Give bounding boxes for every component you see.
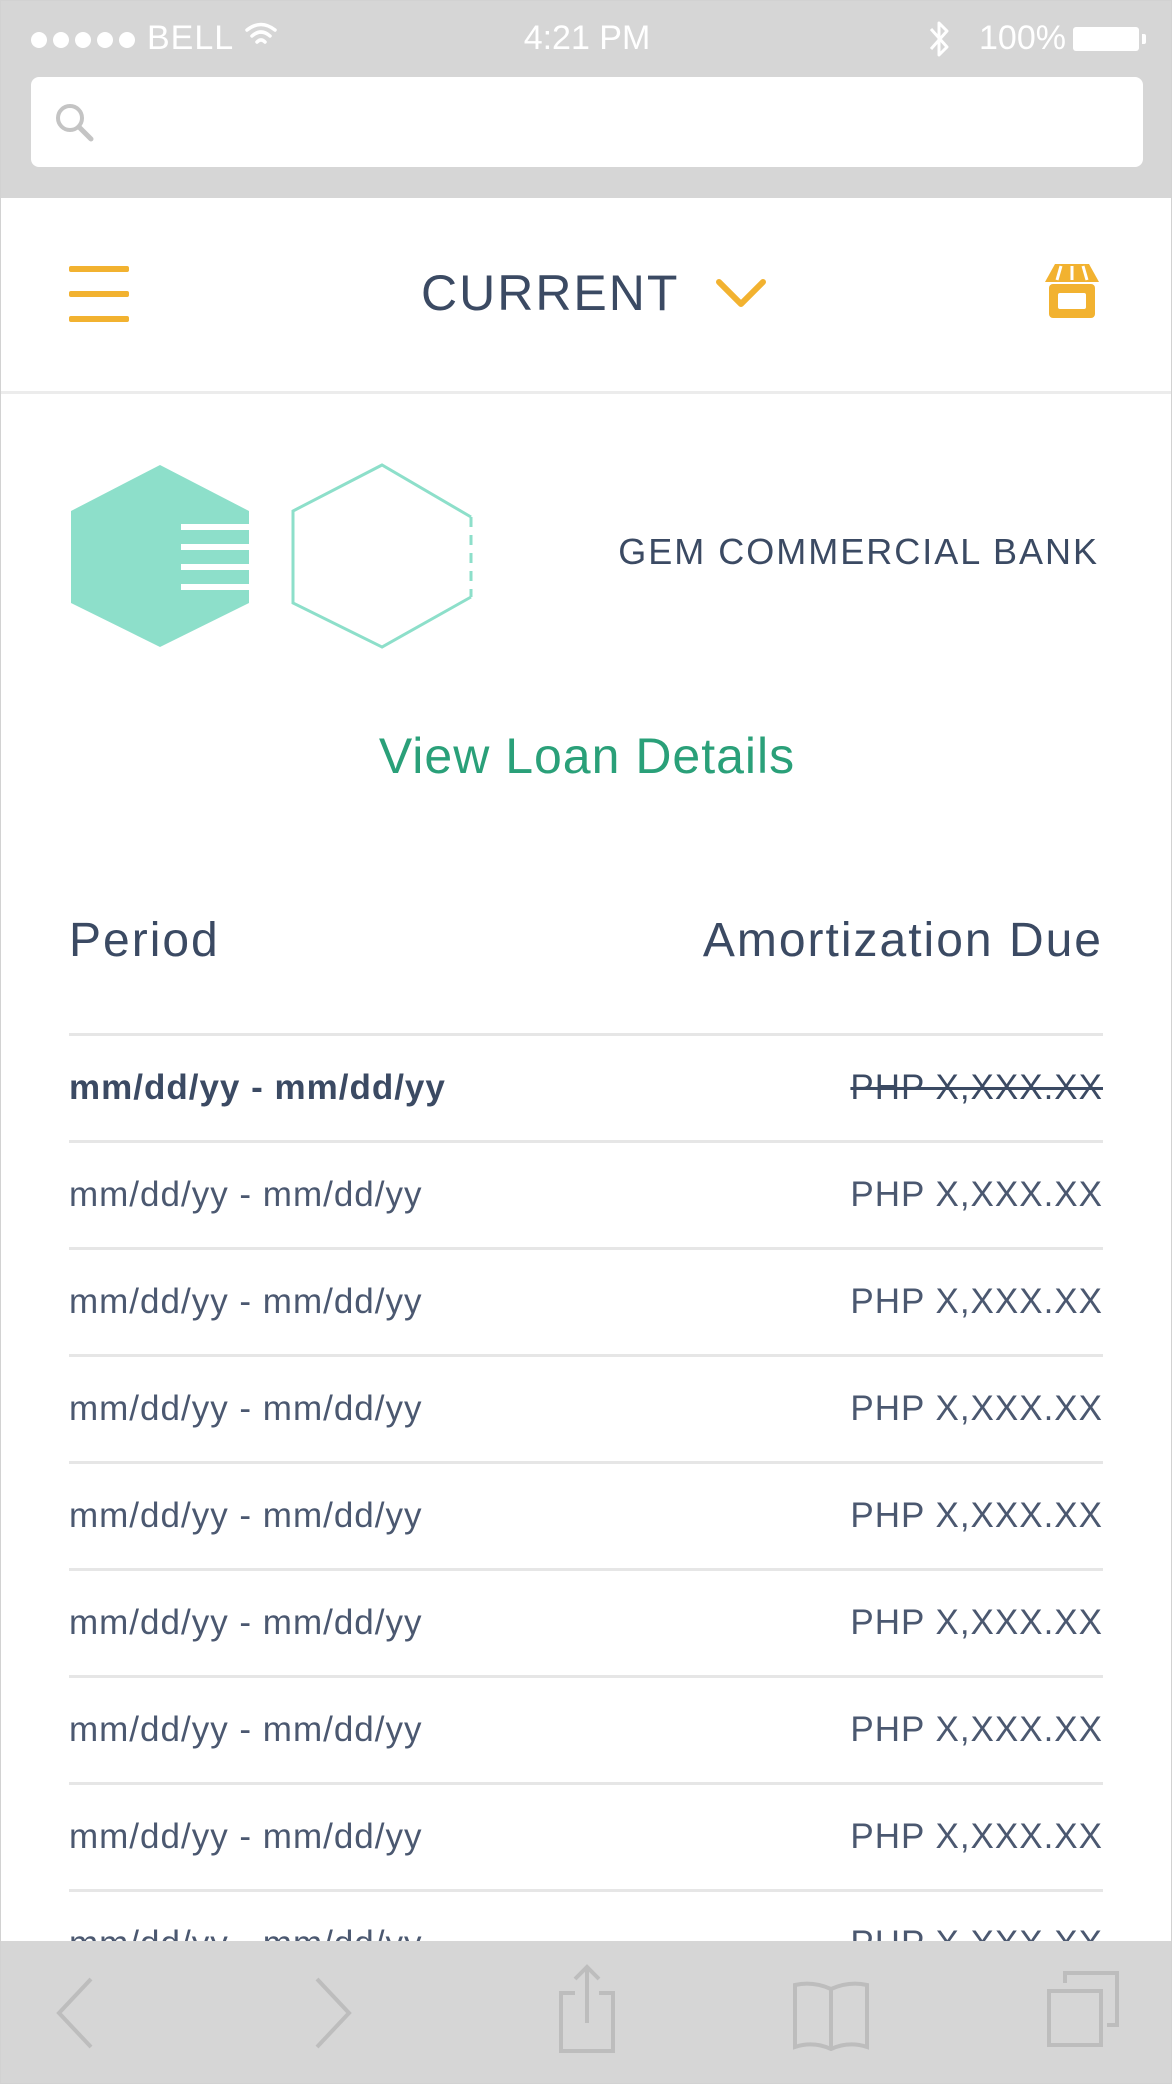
battery-percentage: 100% — [979, 19, 1066, 57]
period-cell: mm/dd/yy - mm/dd/yy — [69, 1068, 446, 1107]
period-cell: mm/dd/yy - mm/dd/yy — [69, 1603, 423, 1642]
browser-top-bar — [1, 1, 1172, 198]
period-column-header: Period — [69, 914, 220, 967]
view-loan-details-link[interactable]: View Loan Details — [378, 728, 796, 784]
amount-cell: PHP X,XXX.XX — [850, 1175, 1103, 1214]
amount-cell: PHP X,XXX.XX — [850, 1389, 1103, 1428]
amount-cell: PHP X,XXX.XX — [850, 1496, 1103, 1535]
table-row[interactable] — [69, 1464, 1103, 1571]
url-bar[interactable] — [31, 77, 1143, 167]
share-icon[interactable] — [557, 1963, 617, 2055]
battery-icon — [1073, 27, 1139, 51]
carrier-name: BELL — [147, 19, 235, 57]
store-icon[interactable] — [1041, 260, 1103, 322]
loan-status-dropdown[interactable] — [421, 258, 767, 328]
period-cell: mm/dd/yy - mm/dd/yy — [69, 1175, 423, 1214]
tabs-icon[interactable] — [1045, 1969, 1121, 2049]
period-cell: mm/dd/yy - mm/dd/yy — [69, 1817, 423, 1856]
table-row[interactable] — [69, 1036, 1103, 1143]
period-cell: mm/dd/yy - mm/dd/yy — [69, 1496, 423, 1535]
table-row[interactable] — [69, 1678, 1103, 1785]
search-icon — [51, 99, 99, 147]
bank-name: GEM COMMERCIAL BANK — [618, 531, 1099, 572]
table-row[interactable] — [69, 1785, 1103, 1892]
status-time: 4:21 PM — [523, 19, 651, 57]
amount-cell: PHP X,XXX.XX — [850, 1603, 1103, 1642]
menu-button[interactable] — [69, 266, 129, 322]
filter-label: CURRENT — [421, 265, 680, 321]
back-icon[interactable] — [53, 1975, 97, 2051]
amount-cell: PHP X,XXX.XX — [850, 1710, 1103, 1749]
period-cell: mm/dd/yy - mm/dd/yy — [69, 1710, 423, 1749]
chevron-down-icon — [715, 278, 767, 308]
status-bar — [1, 1, 1172, 77]
amount-cell: PHP X,XXX.XX — [850, 1068, 1103, 1107]
bank-logo-hexagon — [69, 463, 251, 649]
table-row[interactable] — [69, 1571, 1103, 1678]
url-input[interactable] — [111, 95, 1125, 151]
forward-icon[interactable] — [311, 1975, 355, 2051]
amount-column-header: Amortization Due — [702, 914, 1103, 967]
table-row[interactable] — [69, 1357, 1103, 1464]
bookmarks-icon[interactable] — [791, 1979, 871, 2051]
amount-cell: PHP X,XXX.XX — [850, 1817, 1103, 1856]
amortization-table — [69, 899, 1103, 1999]
empty-hexagon-icon — [291, 463, 473, 649]
amount-cell: PHP X,XXX.XX — [850, 1282, 1103, 1321]
table-row[interactable] — [69, 1250, 1103, 1357]
hamburger-menu-icon — [69, 266, 129, 272]
browser-toolbar — [1, 1941, 1172, 2084]
app-header — [1, 198, 1172, 394]
table-row[interactable] — [69, 1143, 1103, 1250]
table-header — [69, 899, 1103, 1036]
period-cell: mm/dd/yy - mm/dd/yy — [69, 1389, 423, 1428]
period-cell: mm/dd/yy - mm/dd/yy — [69, 1282, 423, 1321]
bluetooth-icon — [927, 17, 953, 61]
